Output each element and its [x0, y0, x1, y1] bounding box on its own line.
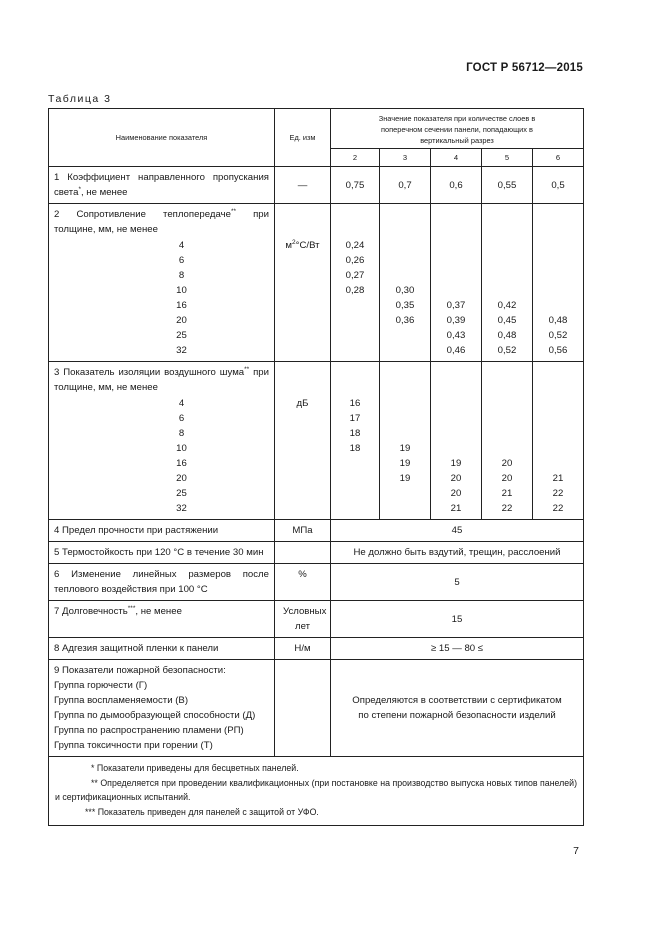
- value-column: 0,24 0,26 0,27 0,28: [331, 204, 380, 362]
- value-column: 16 17 18 18: [331, 362, 380, 520]
- list-item: Группа горючести (Г): [54, 680, 148, 691]
- value-column: 0,30 0,35 0,36: [380, 204, 431, 362]
- document-header: ГОСТ Р 56712—2015: [466, 62, 583, 74]
- value-column: 19 20 20 21: [431, 362, 482, 520]
- row-unit: —: [275, 167, 331, 204]
- list-item: Группа по дымообразующей способности (Д): [54, 710, 256, 721]
- row-name: 2 Сопротивление теплопередаче** при толщине, мм, не менее 4 6 8 10 16 20 25 32: [49, 204, 275, 362]
- value-column: 0,48 0,52 0,56: [533, 204, 584, 362]
- layer-number: 3: [380, 149, 431, 167]
- cell-value: 0,55: [482, 167, 533, 204]
- header-name: Наименование показателя: [49, 109, 275, 167]
- row-value: Определяются в соответствии с сертификатом по степени пожарной безопасности изделий: [331, 660, 584, 757]
- row-unit: Условных лет: [275, 601, 331, 638]
- row-name: 4 Предел прочности при растяжении: [49, 520, 275, 542]
- table-row: [49, 660, 584, 757]
- list-item: Группа токсичности при горении (Т): [54, 740, 213, 751]
- header-layers-group: Значение показателя при количестве слоев в поперечном сечении панели, попадающих в вертикальный разрез: [331, 109, 584, 149]
- table-row: [49, 638, 584, 660]
- value-column: 20 20 21 22: [482, 362, 533, 520]
- row-value: ≥ 15 — 80 ≤: [331, 638, 584, 660]
- footnote: ** Определяется при проведении квалификационных (при постановке на производство выпуска новых типов панелей) и сертификационных испытаний.: [55, 777, 578, 802]
- cell-value: 0,75: [331, 167, 380, 204]
- layer-number: 5: [482, 149, 533, 167]
- cell-value: 0,6: [431, 167, 482, 204]
- layer-number: 4: [431, 149, 482, 167]
- row-name: 3 Показатель изоляции воздушного шума** при толщине, мм, не менее 4 6 8 10 16 20 25 32: [49, 362, 275, 520]
- row-unit: %: [275, 564, 331, 601]
- row-value: Не должно быть вздутий, трещин, расслоений: [331, 542, 584, 564]
- row-unit: дБ: [275, 362, 331, 520]
- value-column: 0,37 0,39 0,43 0,46: [431, 204, 482, 362]
- row-unit: [275, 660, 331, 757]
- list-item: Группа воспламеняемости (В): [54, 695, 189, 706]
- footnote: *** Показатель приведен для панелей с защитой от УФО.: [85, 806, 319, 817]
- row-unit: [275, 542, 331, 564]
- row-unit: МПа: [275, 520, 331, 542]
- table-row: [49, 362, 584, 520]
- row-value: 5: [331, 564, 584, 601]
- row-value: 15: [331, 601, 584, 638]
- page-number: 7: [573, 845, 579, 857]
- header-unit: Ед. изм: [275, 109, 331, 167]
- row-name: 5 Термостойкость при 120 °С в течение 30 мин: [49, 542, 275, 564]
- row-name: 7 Долговечность***, не менее: [49, 601, 275, 638]
- value-column: 21 22 22: [533, 362, 584, 520]
- footnote: * Показатели приведены для бесцветных панелей.: [91, 763, 299, 773]
- table-notes-row: [49, 757, 584, 826]
- cell-value: 0,5: [533, 167, 584, 204]
- table-row: [49, 601, 584, 638]
- list-item: Группа по распространению пламени (РП): [54, 725, 244, 736]
- row-name: 9 Показатели пожарной безопасности: Группа горючести (Г) Группа воспламеняемости (В) Группа по дымообразующей способности (Д) Группа по распространению пламени (РП) Группа токсичности при горении (Т): [49, 660, 275, 757]
- row-name: 8 Адгезия защитной пленки к панели: [49, 638, 275, 660]
- table-notes: [49, 757, 584, 826]
- table-row: [49, 167, 584, 204]
- table-header-row: [49, 109, 584, 149]
- layer-number: 2: [331, 149, 380, 167]
- table-row: [49, 204, 584, 362]
- table-row: [49, 564, 584, 601]
- table-row: [49, 542, 584, 564]
- value-column: 19 19 19: [380, 362, 431, 520]
- specs-table: [48, 108, 584, 826]
- row-unit: $м^2^\circ С/Вт$: [275, 204, 331, 362]
- cell-value: 0,7: [380, 167, 431, 204]
- value-column: 0,42 0,45 0,48 0,52: [482, 204, 533, 362]
- row-unit: Н/м: [275, 638, 331, 660]
- row-name: 1 Коэффициент направленного пропускания света*, не менее: [49, 167, 275, 204]
- table-caption: Таблица 3: [48, 93, 112, 105]
- row-name: 6 Изменение линейных размеров после теплового воздействия при 100 °С: [49, 564, 275, 601]
- row-value: 45: [331, 520, 584, 542]
- table-row: [49, 520, 584, 542]
- layer-number: 6: [533, 149, 584, 167]
